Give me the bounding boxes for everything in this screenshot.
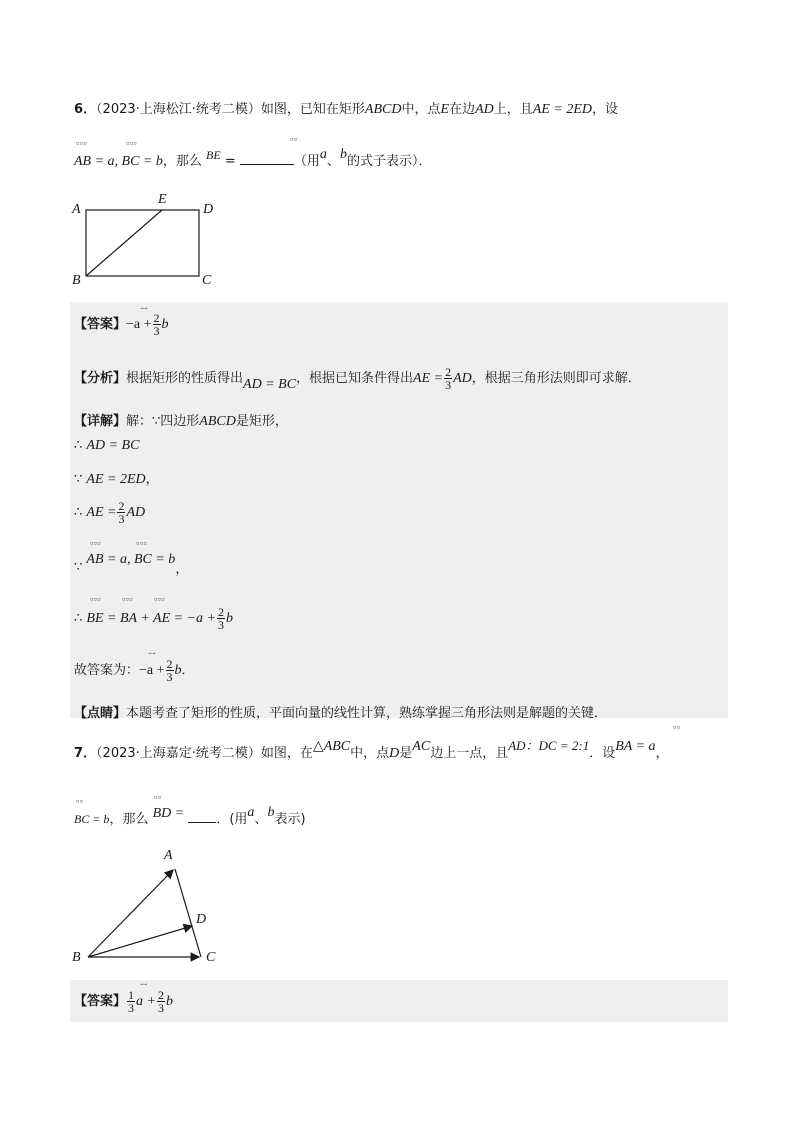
q6-text: 上，且	[493, 102, 533, 117]
q6-detail-fraction	[217, 606, 225, 631]
q7-vector-ba: BA = a	[615, 739, 656, 754]
q6-detail-num: 2	[118, 499, 125, 513]
q6-answer-den: 3	[153, 324, 160, 338]
q6-point-e: E	[440, 102, 450, 117]
q7-text: 、	[254, 812, 268, 827]
q6-answer-b: b	[161, 317, 169, 332]
q6-rect-name: ABCD	[364, 102, 402, 117]
q6-label-a: A	[72, 202, 81, 217]
q6-text: 根据矩形的性质得出	[126, 371, 244, 386]
q6-vector-be: BE	[206, 148, 221, 162]
q6-detail-rect: ABCD	[199, 414, 236, 429]
q6-vector-def: AB = a, BC = b	[74, 154, 163, 169]
q7-triangle: △ABC	[312, 739, 351, 754]
q7-answer-den1: 3	[128, 1001, 135, 1015]
q6-analysis-eq2-right: AD	[453, 371, 472, 386]
q7-stem-line1	[74, 738, 669, 762]
q6-text: 在边	[449, 102, 476, 117]
q7-var-b: b	[267, 805, 275, 820]
therefore-symbol: ∴	[74, 505, 83, 520]
q7-label-d: D	[196, 912, 207, 927]
q6-detail-label: 【详解】	[74, 414, 127, 429]
q6-detail-eq: BE = BA + AE = −a +	[86, 611, 216, 626]
q7-text: ．(用	[216, 812, 248, 827]
q6-final-label: 故答案为：	[74, 663, 140, 678]
q6-analysis	[74, 366, 641, 391]
q7-answer-a: a +	[136, 994, 156, 1009]
because-symbol: ∵	[74, 560, 83, 575]
q6-source: （2023·上海松江·统考二模）	[96, 102, 261, 117]
q6-detail-eq: AE = 2ED	[86, 472, 146, 487]
q7-vector-bd: BD =	[152, 806, 185, 821]
q6-text: ，	[145, 472, 159, 487]
q7-text: 如图，在	[260, 746, 313, 761]
q6-detail-line6: ▫▫▫ ▫▫▫ ▫▫▫ ∴ BE = BA + AE = −a + $\frac{2}{3}$ b	[74, 596, 233, 632]
q6-side-ad: AD	[475, 102, 494, 117]
q6-detail-den: 3	[118, 512, 125, 526]
q7-label-a: A	[164, 848, 173, 863]
q6-answer-num: 2	[153, 311, 160, 325]
q6-text: 中，点	[401, 102, 441, 117]
q7-answer-blank[interactable]	[188, 822, 216, 823]
q6-analysis-fraction	[444, 366, 452, 391]
q6-detail-b: b	[225, 611, 233, 626]
q6-stem-line1	[74, 98, 618, 118]
q7-number: 7．	[74, 746, 97, 761]
q6-text: ，那么	[162, 154, 202, 169]
q6-answer-label: 【答案】	[74, 317, 127, 332]
q6-detail-num: 2	[217, 605, 224, 619]
q6-detail-line4	[74, 500, 145, 525]
q6-analysis-num: 2	[445, 365, 452, 379]
q6-final-num: 2	[166, 657, 173, 671]
q6-text: 是矩形，	[235, 414, 288, 429]
q7-answer-fraction-2	[157, 989, 165, 1014]
q7-label-b: B	[72, 950, 81, 965]
q6-dianjing-label: 【点睛】	[74, 706, 127, 721]
q6-analysis-eq2: AE =	[413, 371, 444, 386]
q6-eq: =	[224, 154, 236, 169]
q6-detail-line1	[74, 410, 288, 430]
q7-text: ，	[655, 746, 669, 761]
q6-detail-fraction	[117, 500, 125, 525]
q6-condition: AE = 2ED	[532, 102, 592, 117]
q7-var-a: a	[247, 805, 255, 820]
q6-rect-shape	[86, 210, 199, 276]
q6-segment-be	[86, 210, 162, 276]
therefore-symbol: ∴	[74, 611, 83, 626]
q6-stem-line2: ▫▫▫ ▫▫▫ AB = a, BC = b，那么 ▫▫ BE = （用a、b的式子表示）．	[74, 136, 432, 169]
q7-answer-label: 【答案】	[74, 994, 127, 1009]
q7-stem-line2: ▫▫ BC = b，那么 ▫▫ BD = ．(用a、b表示)	[74, 794, 306, 827]
q6-dianjing	[74, 702, 607, 721]
q7-answer-num1: 1	[128, 988, 135, 1002]
q6-final-answer	[74, 658, 195, 683]
q6-text: 、	[326, 154, 340, 169]
q6-text: ，设	[591, 102, 618, 117]
q7-point-d: D	[389, 746, 400, 761]
q6-detail-eq: AE =	[86, 505, 117, 520]
q7-ratio: AD：DC = 2:1	[508, 738, 590, 753]
q7-text: 是	[399, 746, 413, 761]
q6-text: 的式子表示）．	[346, 154, 432, 169]
q7-label-c: C	[206, 950, 216, 965]
q6-text: （用	[293, 154, 320, 169]
q6-number: 6．	[74, 102, 97, 117]
q6-text: 如图，已知在矩形	[260, 102, 365, 117]
q6-dianjing-text: 本题考查了矩形的性质，平面向量的线性计算，熟练掌握三角形法则是解题的关键．	[126, 706, 608, 721]
q6-detail-eq-right: AD	[126, 505, 146, 520]
q6-analysis-label: 【分析】	[74, 371, 127, 386]
q7-text: 表示)	[274, 812, 306, 827]
q6-analysis-eq1: AD = BC	[243, 377, 297, 392]
q7-text: 中，点	[350, 746, 390, 761]
q6-text: ，根据已知条件得出	[296, 371, 414, 386]
q6-text: ，	[175, 562, 189, 577]
q6-final-left: −a +	[139, 663, 165, 678]
q6-final-b: b	[174, 663, 182, 678]
q7-answer-line	[74, 989, 173, 1014]
therefore-symbol: ∴	[74, 438, 83, 453]
q6-var-a: a	[319, 147, 327, 162]
q6-detail-line3	[74, 468, 159, 488]
q7-source: （2023·上海嘉定·统考二模）	[96, 746, 261, 761]
q6-analysis-den: 3	[445, 378, 452, 392]
q6-label-d: D	[203, 202, 214, 217]
q6-answer-fraction	[153, 312, 161, 337]
q6-solution-panel	[70, 302, 728, 718]
q6-answer-blank[interactable]	[240, 164, 294, 165]
q7-answer-b: b	[165, 994, 173, 1009]
q6-text: ，根据三角形法则即可求解．	[471, 371, 641, 386]
q7-text: ．设	[589, 746, 616, 761]
q6-final-fraction	[166, 658, 174, 683]
q6-answer-line	[74, 312, 169, 337]
q6-label-e: E	[158, 192, 167, 207]
q6-detail-line5: ▫▫▫ ▫▫▫ ∵ AB = a, BC = b，	[74, 540, 189, 577]
q7-answer-fraction-1	[127, 989, 135, 1014]
q6-label-c: C	[202, 273, 212, 288]
q7-side-ac: AC	[412, 739, 431, 754]
q7-vector-bc: BC = b	[74, 812, 110, 826]
q6-answer-neg-a: −a +	[126, 317, 152, 332]
q6-detail-den: 3	[217, 618, 224, 632]
q6-detail-eq: AD = BC	[86, 438, 140, 453]
because-symbol: ∵	[74, 472, 83, 487]
q6-text: ．	[181, 663, 195, 678]
q7-text: 边上一点，且	[430, 746, 509, 761]
q7-text: ，那么	[109, 812, 149, 827]
q6-detail-line2	[74, 438, 139, 454]
q6-detail-eq: AB = a, BC = b	[86, 552, 176, 567]
q6-final-den: 3	[166, 670, 173, 684]
q6-text: 解：∵四边形	[126, 414, 200, 429]
q7-answer-den2: 3	[157, 1001, 164, 1015]
q7-answer-num2: 2	[157, 988, 164, 1002]
q6-label-b: B	[72, 273, 81, 288]
q6-var-b: b	[339, 147, 347, 162]
